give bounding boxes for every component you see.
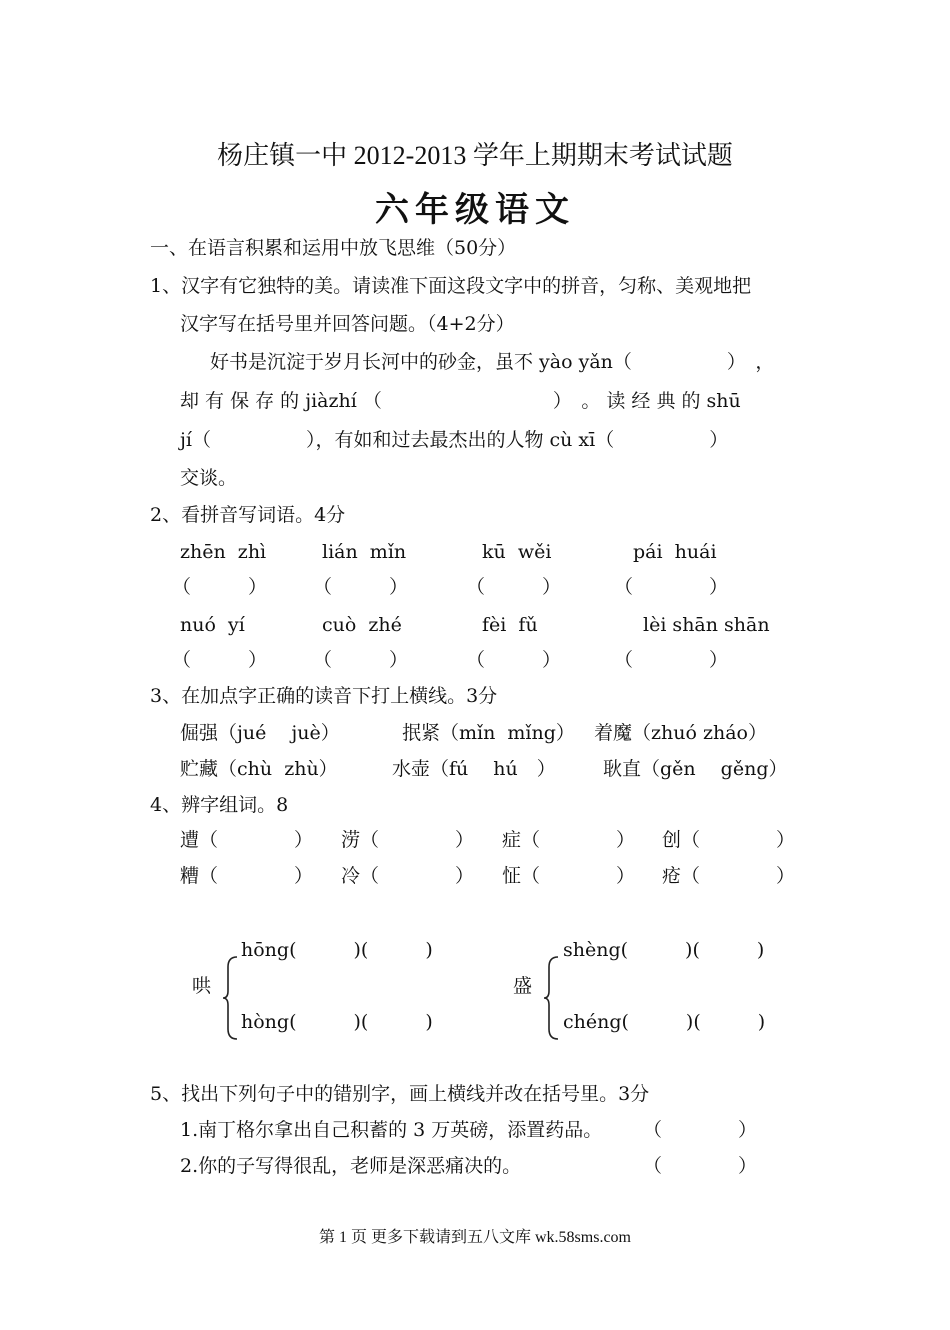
q4-item[interactable]: 涝（ ）: [341, 829, 475, 851]
q4-item[interactable]: 糟（ ）: [180, 865, 314, 887]
q1-para1: 好书是沉淀于岁月长河中的砂金，虽不 yào yǎn（ ） ，: [210, 351, 775, 373]
q1-para2: 却 有 保 存 的 jiàzhí （ ） 。 读 经 典 的 shū: [180, 390, 741, 412]
brace-icon: [543, 955, 561, 1041]
page-title: 杨庄镇一中 2012-2013 学年上期期末考试试题: [217, 141, 733, 170]
q4-item[interactable]: 创（ ）: [662, 829, 796, 851]
q4-item[interactable]: 疮（ ）: [662, 865, 796, 887]
answer-blank[interactable]: （ ）: [643, 1155, 758, 1177]
q2-pinyin: cuò zhé: [322, 614, 402, 636]
q4-item[interactable]: 怔（ ）: [502, 865, 636, 887]
q5-label: 5、找出下列句子中的错别字，画上横线并改在括号里。3分: [150, 1083, 650, 1105]
q3-item[interactable]: 贮藏（chù zhù）: [180, 758, 338, 780]
polyphone-char: 盛: [513, 975, 533, 997]
section-heading: 一、在语言积累和运用中放飞思维（50分）: [150, 237, 517, 259]
polyphone-reading[interactable]: hòng( )( ): [241, 1011, 433, 1033]
q3-item[interactable]: 抿紧（mǐn mǐng）: [402, 722, 575, 744]
answer-blank[interactable]: （ ）: [643, 1119, 758, 1141]
q2-label: 2、看拼音写词语。4分: [150, 504, 346, 526]
q3-item[interactable]: 水壶（fú hú ）: [392, 758, 556, 780]
q2-pinyin: nuó yí: [180, 614, 245, 636]
q5-sentence: 1.南丁格尔拿出自己积蓄的 3 万英磅，添置药品。: [180, 1119, 603, 1141]
q1-para3: jí（ ），有如和过去最杰出的人物 cù xī（ ）: [180, 429, 729, 451]
q1-line1: 1、汉字有它独特的美。请读准下面这段文字中的拼音，匀称、美观地把: [150, 275, 752, 297]
answer-blank[interactable]: （ ）: [313, 576, 409, 598]
polyphone-reading[interactable]: shèng( )( ): [563, 939, 765, 961]
polyphone-reading[interactable]: chéng( )( ): [563, 1011, 766, 1033]
answer-blank[interactable]: （ ）: [466, 576, 562, 598]
answer-blank[interactable]: （ ）: [313, 649, 409, 671]
page-footer: 第 1 页 更多下载请到五八文库 wk.58sms.com: [318, 1229, 631, 1246]
q2-pinyin: lián mǐn: [322, 541, 407, 563]
q4-item[interactable]: 遭（ ）: [180, 829, 314, 851]
answer-blank[interactable]: （ ）: [172, 649, 268, 671]
q4-item[interactable]: 冷（ ）: [341, 865, 475, 887]
q2-pinyin: kū wěi: [482, 541, 552, 563]
q3-label: 3、在加点字正确的读音下打上横线。3分: [150, 685, 498, 707]
q4-label: 4、辨字组词。8: [150, 794, 289, 816]
q2-pinyin: pái huái: [633, 541, 717, 563]
brace-icon: [222, 955, 240, 1041]
answer-blank[interactable]: （ ）: [614, 649, 729, 671]
polyphone-char: 哄: [192, 975, 212, 997]
q2-pinyin: fèi fǔ: [482, 614, 538, 636]
q3-item[interactable]: 倔强（jué juè）: [180, 722, 340, 744]
q5-sentence: 2.你的子写得很乱，老师是深恶痛决的。: [180, 1155, 522, 1177]
answer-blank[interactable]: （ ）: [172, 576, 268, 598]
q4-item[interactable]: 症（ ）: [502, 829, 636, 851]
answer-blank[interactable]: （ ）: [614, 576, 729, 598]
page-subtitle: 六年级语文: [375, 190, 575, 230]
q1-para4: 交谈。: [180, 467, 238, 489]
q3-item[interactable]: 耿直（gěn gěng）: [603, 758, 788, 780]
polyphone-reading[interactable]: hōng( )( ): [241, 939, 433, 961]
q2-pinyin: zhēn zhì: [180, 541, 267, 563]
answer-blank[interactable]: （ ）: [466, 649, 562, 671]
q1-line2: 汉字写在括号里并回答问题。（4+2分）: [180, 313, 515, 335]
q2-pinyin: lèi shān shān: [643, 614, 770, 636]
q3-item[interactable]: 着魔（zhuó zháo）: [594, 722, 767, 744]
